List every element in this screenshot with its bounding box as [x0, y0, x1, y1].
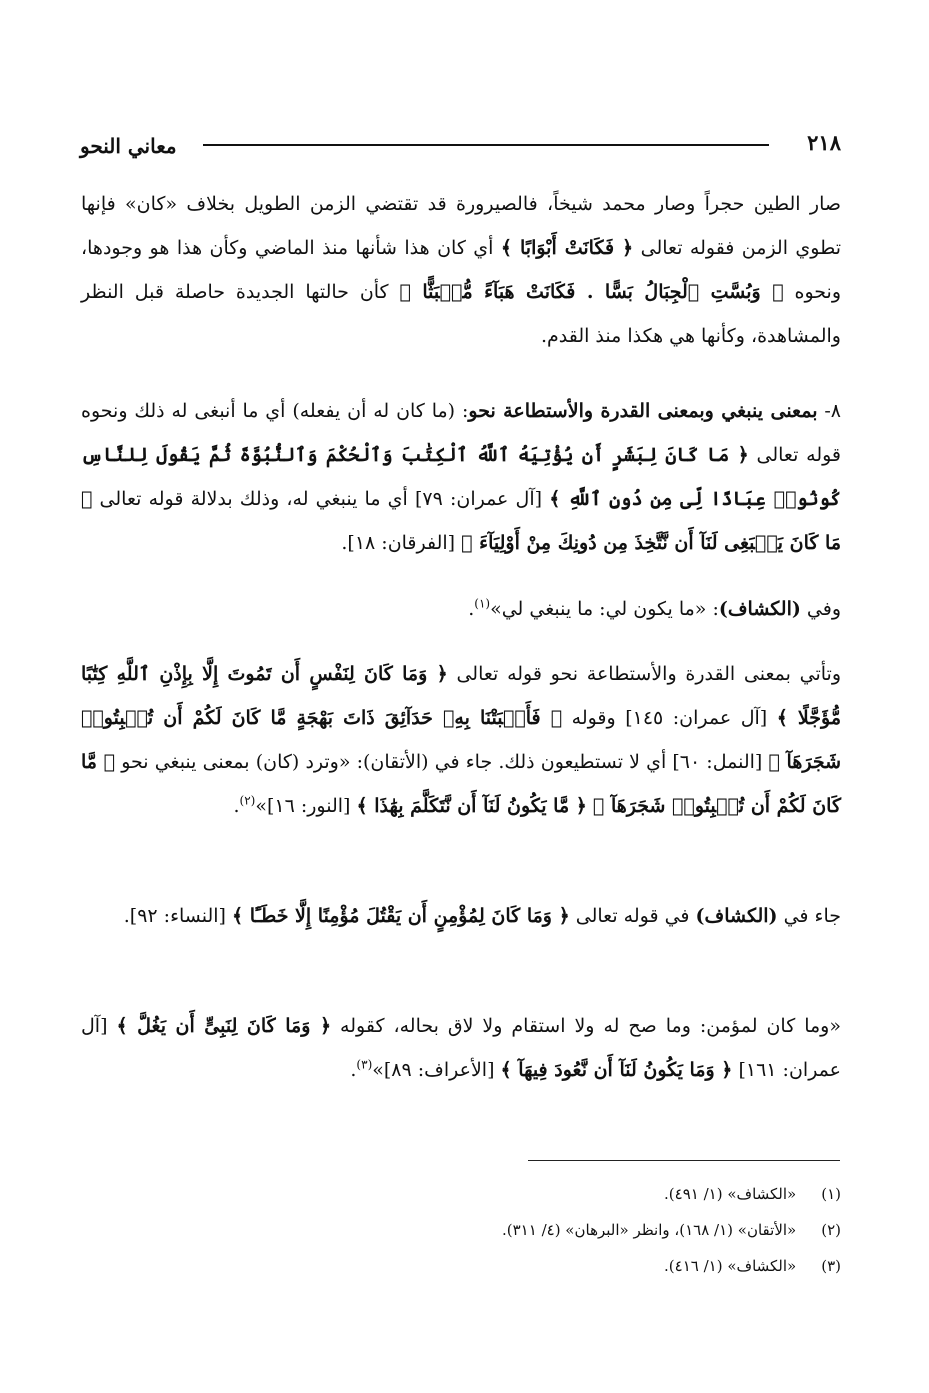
- text-run: : «ما يكون لي: ما ينبغي لي»: [490, 598, 719, 620]
- text-run: «وما كان لمؤمن: وما صح له ولا استقام ولا لاق بحاله، كقوله: [331, 1015, 841, 1037]
- text-run: : (ما كان له أن يفعله) أي ما أنبغى له ذلك ونحوه قوله تعالى: [81, 400, 842, 466]
- quran-verse: ﴿ وَبُسَّتِ ٱلْجِبَالُ بَسًّا . فَكَانَتْ هَبَآءً مُّنۢبَثًّا ﴾: [399, 281, 784, 303]
- quran-verse: ﴿ وَمَا كَانَ لِنَفْسٍ أَن تَمُوتَ إِلَّا بِإِذْنِ ٱللَّهِ كِتَٰبًا مُّؤَجَّلًا ﴾: [81, 663, 841, 729]
- paragraph-5: [81, 894, 841, 938]
- quran-verse: ﴿ وَمَا يَكُونُ لَنَآ أَن نَّعُودَ فِيهَآ ﴾: [500, 1059, 733, 1081]
- bold-term: (الكشاف): [718, 598, 801, 620]
- quran-verse: ﴿ فَأَنۢبَتْنَا بِهِۦ حَدَآئِقَ ذَاتَ بَهْجَةٍ مَّا كَانَ لَكُمْ أَن تُنۢبِتُوا۟ شَجَرَهَآ ﴾: [81, 707, 842, 773]
- text-run: ٨-: [817, 400, 841, 422]
- footnote-rule: [528, 1160, 840, 1161]
- header-rule: [203, 144, 769, 146]
- text-run: .: [233, 795, 240, 817]
- paragraph-text: [81, 182, 841, 358]
- text-run: في قوله تعالى: [569, 905, 696, 927]
- page-header: [0, 130, 929, 170]
- text-run: [الأعراف: ٨٩]»: [372, 1059, 501, 1081]
- text-run: صار الطين حجراً وصار محمد شيخاً، فالصيرورة قد تقتضي الزمن الطويل بخلاف «كان» فإنها تطوي الزمن فقوله تعالى: [81, 193, 841, 259]
- footnote: [81, 1176, 841, 1212]
- quran-verse: ﴿ مَّا كَانَ لَكُمْ أَن تُنۢبِتُوا۟ شَجَرَهَآ ﴾: [81, 751, 841, 817]
- footnote-reference: (١): [474, 596, 491, 611]
- text-run: [النساء: ٩٢].: [123, 905, 232, 927]
- footnote: [81, 1248, 841, 1284]
- footnote-reference: (٢): [239, 793, 256, 808]
- paragraph-text: [81, 389, 841, 565]
- bold-term: (الكشاف): [695, 905, 778, 927]
- text-run: [النمل: ٦٠] أي لا تستطيعون ذلك. جاء في (الأتقان): «وترد (كان) بمعنى ينبغي نحو: [115, 751, 769, 773]
- text-run: [الفرقان: ١٨].: [341, 532, 462, 554]
- quran-verse: ﴿ مَّا يَكُونُ لَنَآ أَن نَّتَكَلَّمَ بِهَٰذَا ﴾: [356, 795, 587, 817]
- footnotes: [81, 1176, 841, 1284]
- text-run: [النور: ١٦]»: [255, 795, 357, 817]
- footnote-text: «الأتقان» (١/ ١٦٨)، وانظر «البرهان» (٤/ ٣١١).: [502, 1221, 797, 1239]
- footnote-number: (٣): [821, 1257, 841, 1275]
- footnote-text: «الكشاف» (١/ ٤٩١).: [664, 1185, 797, 1203]
- quran-verse: ﴿ فَكَانَتْ أَبْوَابًا ﴾: [500, 237, 634, 259]
- paragraph-2: [81, 389, 841, 565]
- paragraph-text: [81, 652, 841, 828]
- text-run: جاء في: [777, 905, 841, 927]
- footnote-number: (١): [821, 1185, 841, 1203]
- paragraph-text: [81, 587, 841, 631]
- text-run: [آل عمران: ٧٩] أي ما ينبغي له، وذلك بدلالة قوله تعالى: [92, 488, 550, 510]
- running-title: معاني النحو: [80, 134, 177, 158]
- footnote-number: (٢): [821, 1221, 841, 1239]
- bold-term: بمعنى ينبغي وبمعنى القدرة والأستطاعة نحو: [468, 400, 818, 422]
- text-run: [آل عمران: ١٤٥] وقوله: [562, 707, 777, 729]
- quran-verse: ﴿ مَا كَانَ لِبَشَرٍ أَن يُؤْتِيَهُ ٱللَّهُ ٱلْكِتَٰبَ وَٱلْحُكْمَ وَٱلنُّبُوَّةَ ثُمَّ يَقُولَ لِلنَّاسِ كُونُوا۟ عِبَادًا لِّى مِن دُونِ ٱللَّهِ ﴾: [81, 444, 841, 510]
- paragraph-3: [81, 587, 841, 631]
- text-run: كأن حالتها الجديدة حاصلة قبل النظر والمشاهدة، وكأنها هي هكذا منذ القدم.: [81, 281, 841, 347]
- footnote: [81, 1212, 841, 1248]
- page-number: ٢١٨: [807, 130, 841, 155]
- paragraph-4: [81, 652, 841, 828]
- text-run: .: [350, 1059, 357, 1081]
- quran-verse: ﴿ وَمَا كَانَ لِنَبِىٍّ أَن يَغُلَّ ﴾: [116, 1015, 332, 1037]
- footnote-reference: (٣): [356, 1057, 373, 1072]
- footnote-text: «الكشاف» (١/ ٤١٦).: [664, 1257, 797, 1275]
- text-run: [آل عمران: ١٦١]: [81, 1015, 841, 1081]
- quran-verse: ﴿ وَمَا كَانَ لِمُؤْمِنٍ أَن يَقْتُلَ مُؤْمِنًا إِلَّا خَطَـًٔا ﴾: [232, 905, 570, 927]
- paragraph-1: [81, 182, 841, 358]
- text-run: أي كان هذا شأنها منذ الماضي وكأن هذا هو وجودها، ونحوه: [81, 237, 842, 303]
- paragraph-6: [81, 1004, 841, 1092]
- text-run: وفي: [800, 598, 841, 620]
- quran-verse: ﴿ مَا كَانَ يَنۢبَغِى لَنَآ أَن نَّتَّخِذَ مِن دُونِكَ مِنْ أَوْلِيَآءَ ﴾: [81, 488, 841, 554]
- text-run: .: [468, 598, 475, 620]
- paragraph-text: [81, 1004, 841, 1092]
- text-run: وتأتي بمعنى القدرة والأستطاعة نحو قوله تعالى: [447, 663, 841, 685]
- paragraph-text: [81, 894, 841, 938]
